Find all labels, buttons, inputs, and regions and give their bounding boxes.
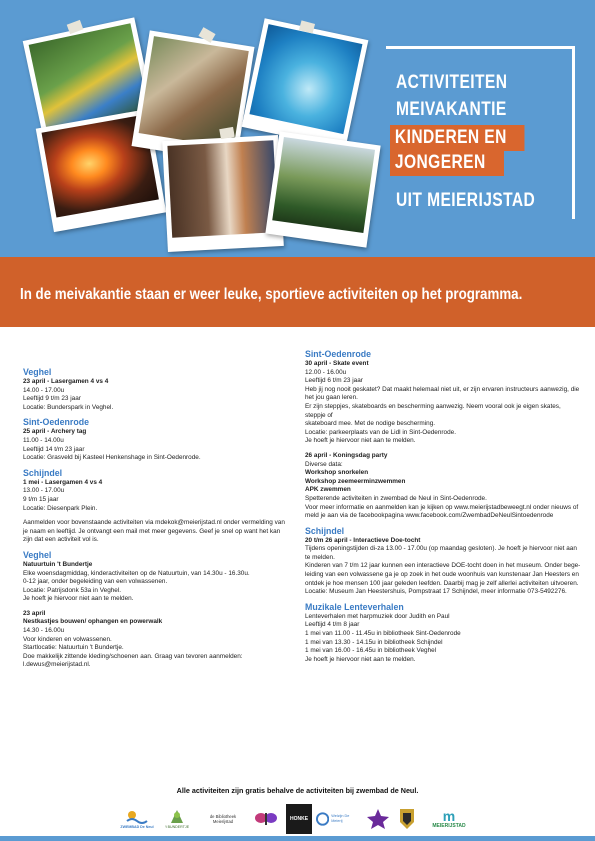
- event-line: Tijdens openingstijden di-za 13.00 - 17.00u (op maandag gesloten). Je hoeft je hiervoor niet aan: [305, 545, 577, 553]
- welzijn-logo: [316, 804, 360, 834]
- footer-note: Alle activiteiten zijn gratis behalve de activiteiten bij zwembad de Neul.: [176, 786, 419, 795]
- event-line: ontdek je hoe mensen 100 jaar geleden leefden. Daarbij mag je zelf allerlei activiteiten uitvoeren.: [305, 579, 579, 587]
- event-title: 30 april - Skate event: [305, 360, 369, 367]
- heading-sint-oedenrode: Sint-Oedenrode: [23, 417, 89, 428]
- email-link[interactable]: l.dewus@meierijstad.nl.: [23, 661, 91, 669]
- heading-muzikale-lenteverhalen: Muzikale Lenteverhalen: [305, 601, 404, 612]
- zwembad-logo: [120, 804, 154, 834]
- event-line: 13.00 - 17.00u: [23, 487, 65, 495]
- event-line: 0-12 jaar, onder begeleiding van een volwassenen.: [23, 578, 168, 586]
- event-line: Locatie: Diesenpark Plein.: [23, 504, 98, 512]
- butterfly-logo: [252, 804, 280, 834]
- signup-text: Aanmelden voor bovenstaande activiteiten via mdekok@meierijstad.nl onder vermelding van: [23, 519, 285, 527]
- event-line: Je hoeft je hiervoor niet aan te melden.: [305, 655, 416, 663]
- event-line: het jou gaan leren.: [305, 394, 358, 402]
- event-line: Elke woensdagmiddag, kinderactiviteiten op de Natuurtuin, van 14.30u - 16.30u.: [23, 569, 250, 577]
- event-line: Voor meer informatie en aanmelden kan je kijken op www.meierijstadbeweegt.nl onder nieuws of: [305, 503, 579, 511]
- event-line: Voor kinderen en volwassenen.: [23, 635, 112, 643]
- event-title: 23 april - Lasergamen 4 vs 4: [23, 378, 109, 385]
- event-line: Locatie: Museum Jan Heestershuis, Pompstraat 17 Schijndel, meer informatie 073-5492276.: [305, 588, 567, 596]
- event-line: Je hoeft je hiervoor niet aan te melden.: [305, 437, 416, 445]
- honke-logo: [286, 804, 312, 834]
- event-title: 1 mei - Lasergamen 4 vs 4: [23, 478, 103, 486]
- event-line: Leeftijd 4 t/m 8 jaar: [305, 621, 360, 629]
- event-line: Locatie: parkeerplaats van de Lidl in Sint-Oedenrode.: [305, 428, 456, 436]
- event-line: 1 mei van 16.00 - 16.45u in bibliotheek Veghel: [305, 647, 437, 655]
- bibliotheek-logo: [200, 804, 246, 834]
- event-line: Spetterende activiteiten in zwembad de Neul in Sint-Oedenrode.: [305, 494, 487, 502]
- photo-swimming: [242, 18, 369, 149]
- event-line: Kinderen van 7 t/m 12 jaar kunnen een interactieve DOE-tocht doen in het museum. Onder bege-: [305, 562, 581, 570]
- event-line: Leeftijd 9 t/m 23 jaar: [23, 395, 81, 403]
- splash-logo: [364, 804, 392, 834]
- event-line: Leeftijd 6 t/m 23 jaar: [305, 377, 363, 385]
- title-line-2: MEIVAKANTIE: [396, 99, 507, 120]
- event-line: 11.00 - 14.00u: [23, 436, 64, 444]
- event-line: skateboard mee. Met de nodige bescherming.: [305, 420, 436, 428]
- event-line: Diverse data:: [305, 460, 343, 468]
- event-date: 23 april: [23, 609, 46, 617]
- event-line: Doe makkelijk zittende kleding/schoenen aan. Graag van tevoren aanmelden:: [23, 652, 243, 660]
- event-line: 12.00 - 16.00u: [305, 368, 347, 376]
- event-line: 1 mei van 11.00 - 11.45u in bibliotheek Sint-Oedenrode: [305, 630, 461, 638]
- bundertje-logo: [160, 804, 194, 834]
- event-line: Je hoeft je hiervoor niet aan te melden.: [23, 595, 134, 603]
- title-line-3: KINDEREN EN: [390, 125, 525, 151]
- event-line: leiding van een volwassene ga je op zoek in het oude woonhuis van kunstenaar Jan Heesters en: [305, 571, 579, 579]
- event-line: 1 mei van 13.30 - 14.15u in bibliotheek Schijndel: [305, 638, 443, 646]
- event-title: 25 april - Archery tag: [23, 428, 87, 436]
- event-line: Startlocatie: Natuurtuin 't Bundertje.: [23, 644, 124, 652]
- heading-schijndel: Schijndel: [23, 467, 63, 478]
- heading-schijndel: Schijndel: [305, 525, 345, 536]
- event-title: Natuurtuin 't Bundertje: [23, 560, 93, 568]
- bibliotheek-logo-text: de Bibliotheek Meierijstad: [209, 814, 237, 824]
- meierijstad-logo: m MEIERIJSTAD: [432, 808, 466, 829]
- event-line: Heb jij nog nooit geskatet? Dat maakt helemaal niet uit, er zijn ervaren instructeurs aanwezig, die: [305, 385, 580, 393]
- meierijstad-logo-text: MEIERIJSTAD: [432, 823, 466, 829]
- event-title: 20 t/m 26 april - Interactieve Doe-tocht: [305, 536, 421, 544]
- sponsor-logos: [120, 804, 480, 836]
- banner-text: In de meivakantie staan er weer leuke, sportieve activiteiten op het programma.: [20, 286, 523, 303]
- bundertje-logo-text: 't BUNDERTJE: [164, 825, 190, 829]
- photo-reading: [162, 135, 284, 252]
- workshop-item: Workshop snorkelen: [305, 469, 369, 477]
- event-title: Nestkastjes bouwen/ ophangen en powerwalk: [23, 618, 163, 626]
- workshop-item: APK zwemmen: [305, 486, 351, 494]
- title-line-4: JONGEREN: [390, 150, 504, 176]
- heading-veghel: Veghel: [23, 367, 52, 377]
- event-line: Lenteverhalen met harpmuziek door Judith en Paul: [305, 612, 450, 620]
- event-line: meld je aan via de facebookpagina www.facebook.com/ZwembadDeNeulSintoedenrode: [305, 512, 554, 520]
- heading-veghel: Veghel: [23, 549, 52, 560]
- event-line: 9 t/m 15 jaar: [23, 495, 59, 503]
- left-column: [23, 362, 289, 670]
- badge-logo: [396, 804, 418, 834]
- event-line: 14.30 - 16.00u: [23, 627, 65, 635]
- right-column: [305, 344, 583, 664]
- bottom-bar: [0, 836, 595, 841]
- event-line: Locatie: Patrijsdonk 53a in Veghel.: [23, 586, 122, 594]
- heading-sint-oedenrode: Sint-Oedenrode: [305, 349, 371, 359]
- signup-text: zijn dat een activiteit vol is.: [23, 536, 99, 544]
- hero-section: [0, 0, 595, 262]
- event-line: Er zijn steppjes, skateboards en bescherming aanwezig. Neem vooral ook je eigen skates, steppje of: [305, 402, 561, 419]
- honke-logo-text: HONKE: [289, 816, 309, 822]
- zwembad-logo-text: ZWEMBAD De Neul: [120, 825, 154, 829]
- event-line: 14.00 - 17.00u: [23, 386, 65, 394]
- welzijn-logo-text: Welzijn De Meierij: [331, 814, 350, 823]
- workshop-item: Workshop zeemeerminzwemmen: [305, 477, 406, 485]
- title-line-5: UIT MEIERIJSTAD: [396, 190, 536, 211]
- title-line-1: ACTIVITEITEN: [396, 72, 508, 93]
- event-line: Locatie: Bunderspark in Veghel.: [23, 403, 114, 411]
- event-title: 26 april - Koningsdag party: [305, 451, 388, 459]
- intro-banner: [0, 257, 595, 327]
- event-line: Locatie: Grasveld bij Kasteel Henkenshage in Sint-Oedenrode.: [23, 454, 201, 462]
- event-line: Leeftijd 14 t/m 23 jaar: [23, 445, 85, 453]
- event-line: te melden.: [305, 553, 335, 561]
- photo-climbing: [265, 131, 380, 247]
- signup-text: je naam en leeftijd. Je ontvangt een mail met meer gegevens. Geef je snel op want het kan: [23, 527, 281, 535]
